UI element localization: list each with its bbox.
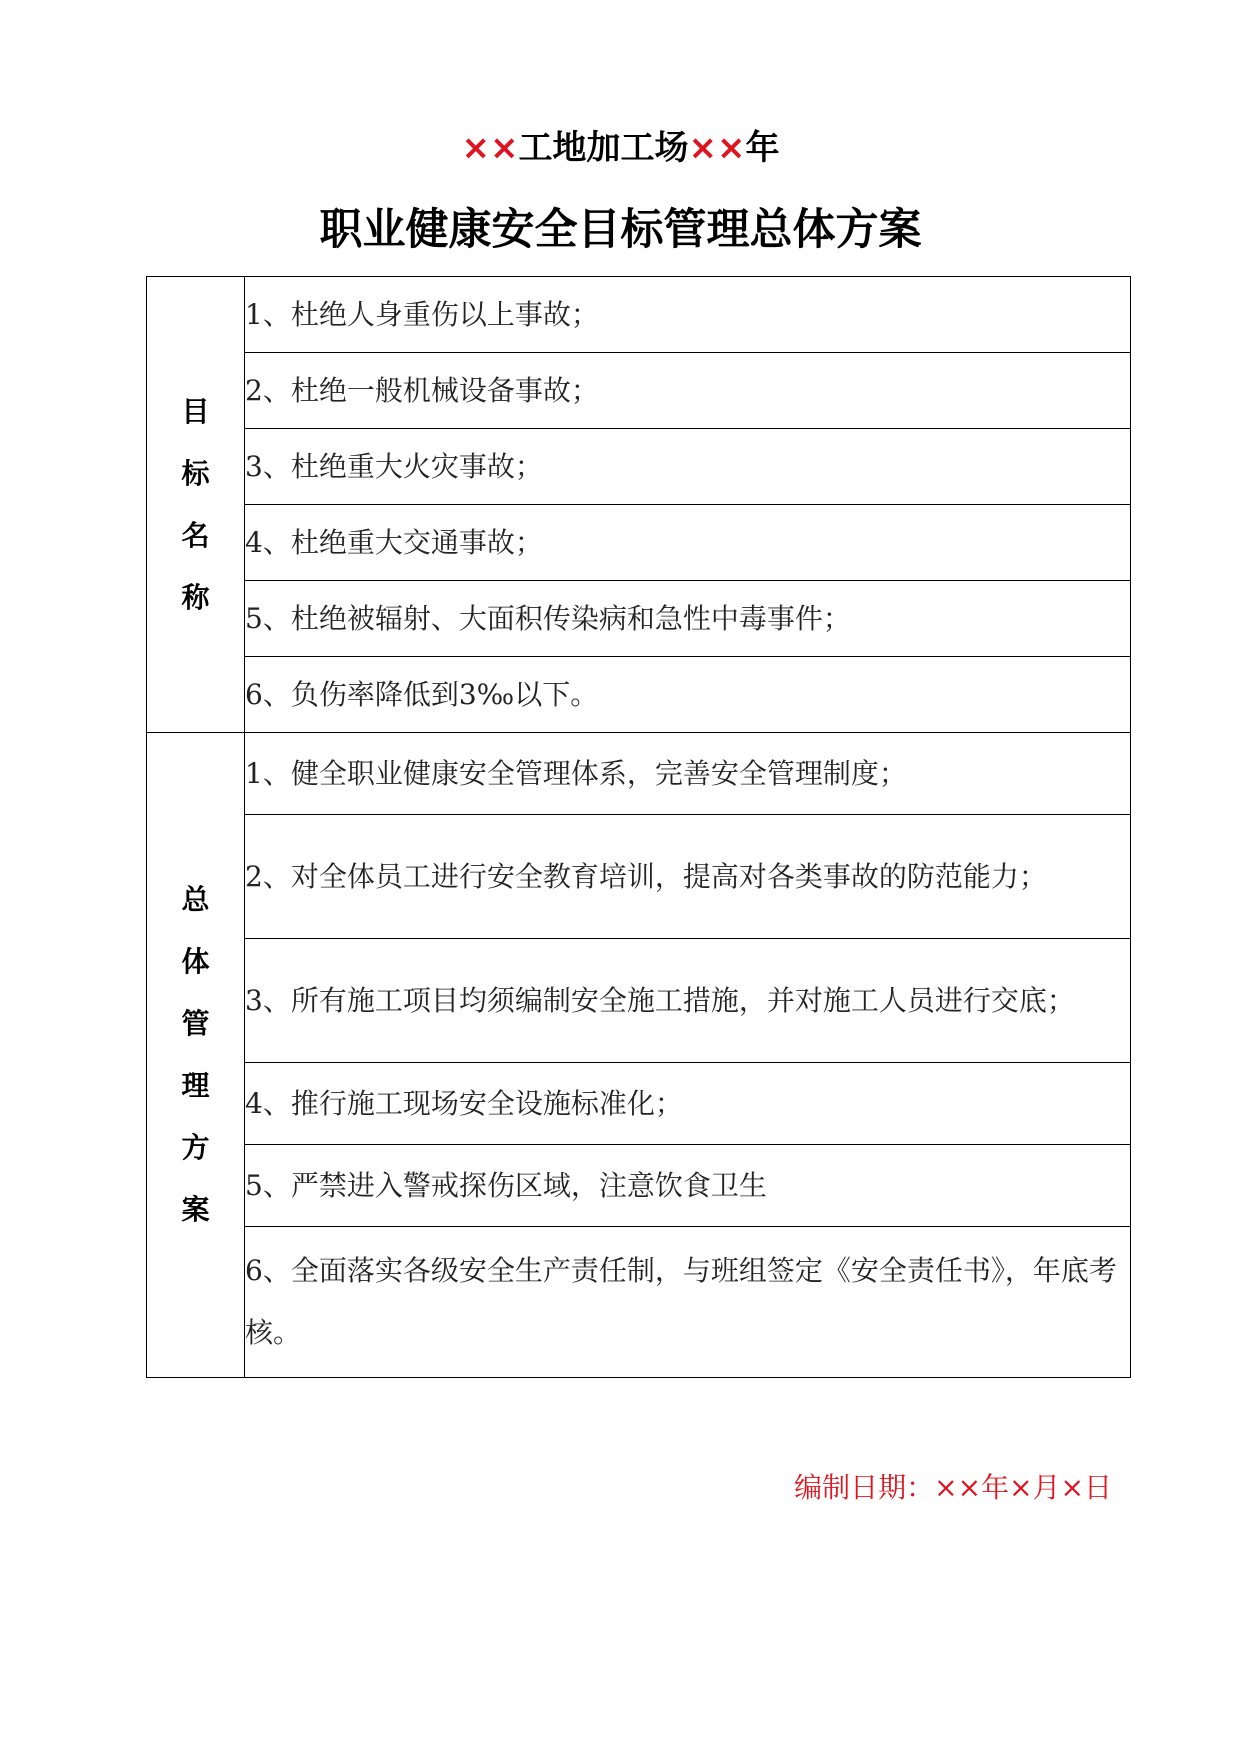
plan-section-label bbox=[147, 733, 245, 1378]
table-row bbox=[147, 1063, 1131, 1145]
plan-item-2: 2、对全体员工进行安全教育培训，提高对各类事故的防范能力； bbox=[245, 815, 1131, 939]
plan-item-4: 4、推行施工现场安全设施标准化； bbox=[245, 1063, 1131, 1145]
target-item-3: 3、杜绝重大火灾事故； bbox=[245, 429, 1131, 505]
title-site-name: 工地加工场 bbox=[518, 128, 689, 168]
plan-label-text: 总体管理方案 bbox=[181, 883, 210, 1226]
document-title-line2: 职业健康安全目标管理总体方案 bbox=[319, 205, 922, 255]
table-row bbox=[147, 1145, 1131, 1227]
plan-item-5: 5、严禁进入警戒探伤区域，注意饮食卫生 bbox=[245, 1145, 1131, 1227]
plan-item-1: 1、健全职业健康安全管理体系，完善安全管理制度； bbox=[245, 733, 1131, 815]
document-title-line1 bbox=[0, 124, 1241, 172]
table-row bbox=[147, 277, 1131, 353]
table-row bbox=[147, 505, 1131, 581]
table-row bbox=[147, 657, 1131, 733]
table-row bbox=[147, 581, 1131, 657]
title-year-suffix: 年 bbox=[745, 128, 780, 168]
targets-section-label bbox=[147, 277, 245, 733]
plan-item-6: 6、全面落实各级安全生产责任制，与班组签定《安全责任书》，年底考核。 bbox=[245, 1227, 1131, 1378]
target-item-5: 5、杜绝被辐射、大面积传染病和急性中毒事件； bbox=[245, 581, 1131, 657]
title-placeholder-year: ×× bbox=[688, 128, 746, 168]
compile-date: 编制日期：××年×月×日 bbox=[794, 1471, 1112, 1504]
table-row bbox=[147, 353, 1131, 429]
title-placeholder-site: ×× bbox=[461, 128, 519, 168]
table-row bbox=[147, 1227, 1131, 1378]
target-item-2: 2、杜绝一般机械设备事故； bbox=[245, 353, 1131, 429]
objectives-table bbox=[146, 276, 1131, 1378]
plan-item-3: 3、所有施工项目均须编制安全施工措施，并对施工人员进行交底； bbox=[245, 939, 1131, 1063]
table-row bbox=[147, 429, 1131, 505]
table-row bbox=[147, 939, 1131, 1063]
target-item-6: 6、负伤率降低到3‰以下。 bbox=[245, 657, 1131, 733]
table-row bbox=[147, 733, 1131, 815]
target-item-1: 1、杜绝人身重伤以上事故； bbox=[245, 277, 1131, 353]
targets-label-text: 目标名称 bbox=[181, 394, 210, 614]
table-row bbox=[147, 815, 1131, 939]
target-item-4: 4、杜绝重大交通事故； bbox=[245, 505, 1131, 581]
